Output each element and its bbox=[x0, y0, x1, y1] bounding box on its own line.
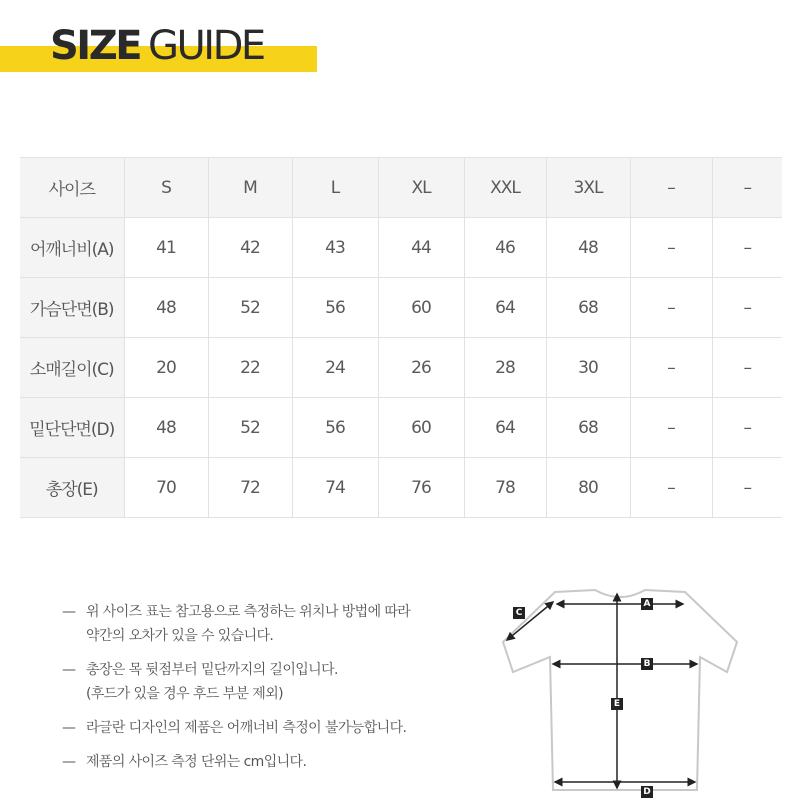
table-cell: 72 bbox=[208, 458, 292, 518]
table-cell: 30 bbox=[546, 338, 630, 398]
page-title-bold: SIZE bbox=[50, 23, 141, 69]
size-table bbox=[20, 157, 782, 518]
page-title-light: GUIDE bbox=[148, 23, 264, 69]
table-cell: 22 bbox=[208, 338, 292, 398]
note-line: (후드가 있을 경우 후드 부분 제외) bbox=[86, 686, 283, 702]
table-cell: 64 bbox=[464, 398, 546, 458]
table-cell: 43 bbox=[292, 218, 378, 278]
table-cell: 20 bbox=[124, 338, 208, 398]
size-column-header: – bbox=[630, 158, 712, 218]
table-header-row bbox=[20, 158, 782, 218]
size-column-header: M bbox=[208, 158, 292, 218]
tshirt-diagram-svg bbox=[495, 582, 745, 800]
note-dash: — bbox=[62, 604, 76, 620]
size-column-header: 3XL bbox=[546, 158, 630, 218]
size-column-header: S bbox=[124, 158, 208, 218]
measurement-label: 총장(E) bbox=[20, 458, 124, 518]
table-cell: – bbox=[630, 398, 712, 458]
table-cell: – bbox=[630, 458, 712, 518]
size-notes bbox=[62, 600, 482, 784]
table-row bbox=[20, 458, 782, 518]
tshirt-measurement-diagram bbox=[495, 582, 745, 800]
table-cell: – bbox=[712, 458, 782, 518]
table-cell: 52 bbox=[208, 398, 292, 458]
table-cell: 26 bbox=[378, 338, 464, 398]
table-cell: – bbox=[630, 218, 712, 278]
table-cell: 68 bbox=[546, 398, 630, 458]
table-cell: – bbox=[630, 338, 712, 398]
table-cell: 48 bbox=[546, 218, 630, 278]
table-cell: 60 bbox=[378, 398, 464, 458]
table-cell: 56 bbox=[292, 278, 378, 338]
note-dash: — bbox=[62, 720, 76, 736]
table-cell: 48 bbox=[124, 278, 208, 338]
table-cell: 46 bbox=[464, 218, 546, 278]
table-cell: 24 bbox=[292, 338, 378, 398]
table-cell: 28 bbox=[464, 338, 546, 398]
note-line: 제품의 사이즈 측정 단위는 cm입니다. bbox=[86, 754, 307, 770]
label-a: A bbox=[641, 598, 653, 610]
table-cell: 68 bbox=[546, 278, 630, 338]
table-row bbox=[20, 278, 782, 338]
table-cell: 56 bbox=[292, 398, 378, 458]
table-cell: 48 bbox=[124, 398, 208, 458]
note-line: 라글란 디자인의 제품은 어깨너비 측정이 불가능합니다. bbox=[86, 720, 407, 736]
table-cell: – bbox=[712, 398, 782, 458]
note-item bbox=[62, 750, 482, 774]
table-cell: – bbox=[712, 338, 782, 398]
size-column-header: XL bbox=[378, 158, 464, 218]
label-b: B bbox=[641, 658, 653, 670]
table-cell: – bbox=[630, 278, 712, 338]
table-cell: 41 bbox=[124, 218, 208, 278]
size-label-header: 사이즈 bbox=[20, 158, 124, 218]
note-item bbox=[62, 600, 482, 648]
label-e: E bbox=[611, 698, 623, 710]
note-dash: — bbox=[62, 754, 76, 770]
table-cell: 78 bbox=[464, 458, 546, 518]
table-cell: – bbox=[712, 218, 782, 278]
title-block bbox=[0, 22, 320, 74]
note-item bbox=[62, 716, 482, 740]
note-line: 약간의 오차가 있을 수 있습니다. bbox=[86, 628, 274, 644]
note-line: 위 사이즈 표는 참고용으로 측정하는 위치나 방법에 따라 bbox=[86, 604, 411, 620]
table-row bbox=[20, 218, 782, 278]
size-column-header: XXL bbox=[464, 158, 546, 218]
table-cell: 44 bbox=[378, 218, 464, 278]
table-cell: – bbox=[712, 278, 782, 338]
table-cell: 60 bbox=[378, 278, 464, 338]
measurement-label: 어깨너비(A) bbox=[20, 218, 124, 278]
table-cell: 64 bbox=[464, 278, 546, 338]
size-column-header: – bbox=[712, 158, 782, 218]
table-cell: 70 bbox=[124, 458, 208, 518]
table-cell: 74 bbox=[292, 458, 378, 518]
note-dash: — bbox=[62, 662, 76, 678]
tshirt-outline bbox=[503, 590, 737, 790]
label-d: D bbox=[641, 786, 653, 798]
table-cell: 52 bbox=[208, 278, 292, 338]
size-column-header: L bbox=[292, 158, 378, 218]
measurement-label: 밑단단면(D) bbox=[20, 398, 124, 458]
page-title bbox=[50, 22, 264, 70]
table-row bbox=[20, 398, 782, 458]
table-cell: 76 bbox=[378, 458, 464, 518]
measurement-label: 가슴단면(B) bbox=[20, 278, 124, 338]
note-item bbox=[62, 658, 482, 706]
table-cell: 80 bbox=[546, 458, 630, 518]
table-row bbox=[20, 338, 782, 398]
label-c: C bbox=[513, 607, 525, 619]
note-line: 총장은 목 뒷점부터 밑단까지의 길이입니다. bbox=[86, 662, 338, 678]
measurement-label: 소매길이(C) bbox=[20, 338, 124, 398]
table-cell: 42 bbox=[208, 218, 292, 278]
